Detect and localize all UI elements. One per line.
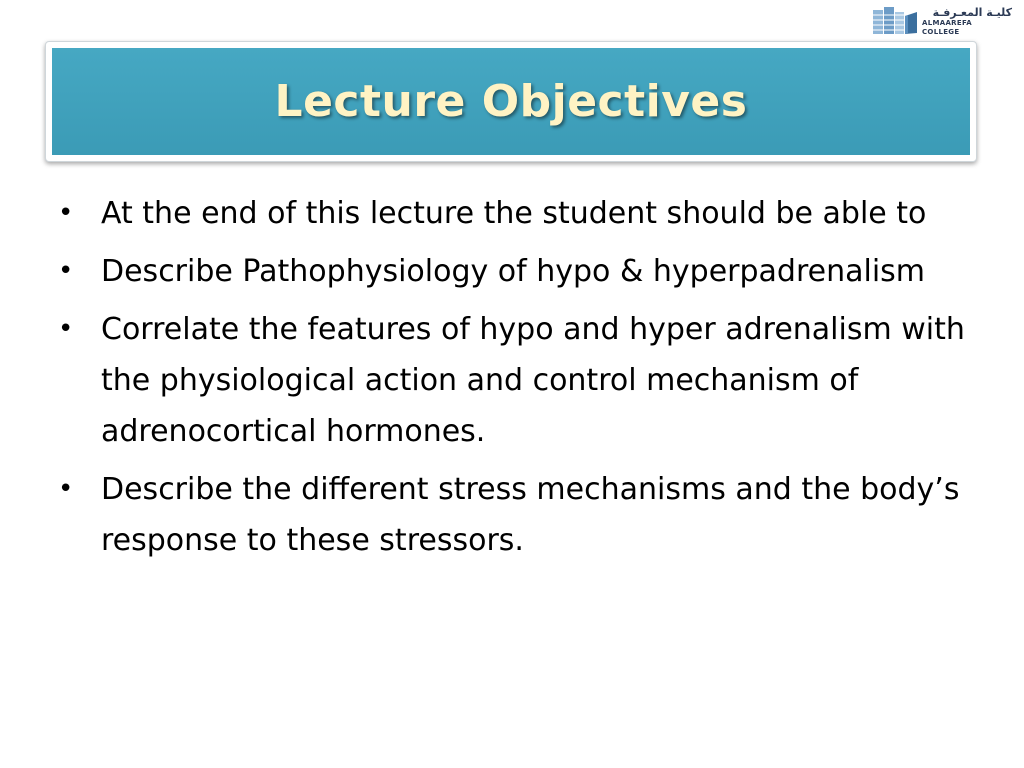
title-frame <box>45 41 977 162</box>
list-item <box>58 464 968 566</box>
title-bar <box>52 48 970 155</box>
slide-title: Lecture Objectives <box>274 76 748 127</box>
objectives-list <box>58 188 968 573</box>
list-item-text: At the end of this lecture the student should be able to <box>101 196 927 231</box>
logo-arabic-text: كليـة المعـرفـة <box>932 5 1012 19</box>
bullet-icon: • <box>58 474 74 504</box>
bullet-icon: • <box>58 314 74 344</box>
bullet-icon: • <box>58 198 74 228</box>
college-logo <box>872 6 1016 36</box>
bullet-icon: • <box>58 256 74 286</box>
logo-english-text: ALMAAREFA COLLEGE <box>922 18 972 36</box>
list-item <box>58 188 968 239</box>
list-item <box>58 304 968 457</box>
list-item <box>58 246 968 297</box>
logo-text <box>922 6 1012 37</box>
list-item-text: Describe Pathophysiology of hypo & hyperpadrenalism <box>101 254 926 289</box>
list-item-text: Correlate the features of hypo and hyper adrenalism with the physiological action and control mechanism of adrenocortical hormones. <box>101 312 965 449</box>
building-book-logo-icon <box>872 6 918 36</box>
list-item-text: Describe the different stress mechanisms and the body’s response to these stressors. <box>101 472 960 558</box>
